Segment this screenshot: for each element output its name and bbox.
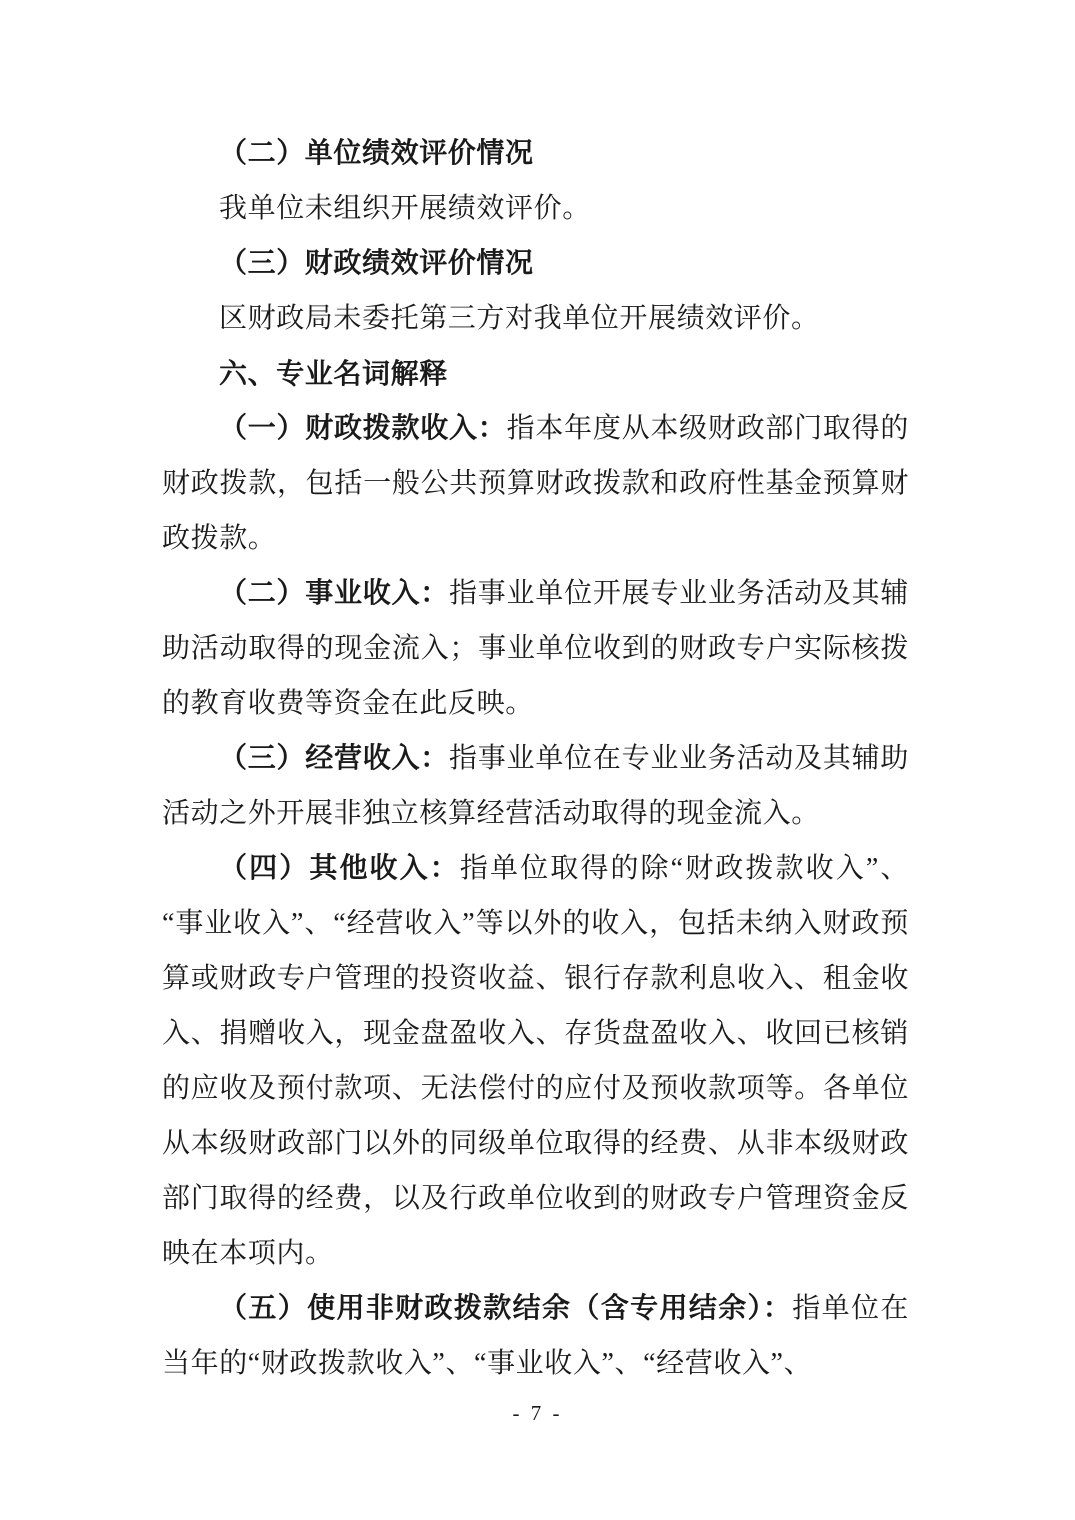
definition-paragraph-operating-income: [162, 566, 909, 731]
document-body: [162, 126, 909, 1391]
definition-term-text: 指单位取得的除“财政拨款收入”、“事业收入”、“经营收入”等以外的收入，包括未纳入财政预算或财政专户管理的投资收益、银行存款利息收入、租金收入、捐赠收入，现金盘盈收入、存货盘盈收入、收回已核销的应收及预付款项、无法偿付的应付及预收款项等。各单位从本级财政部门以外的同级单位取得的经费、从非本级财政部门取得的经费，以及行政单位收到的财政专户管理资金反映在本项内。: [162, 853, 909, 1269]
section-heading-terminology: 六、专业名词解释: [219, 358, 448, 389]
definition-term-label: （一）财政拨款收入：: [219, 413, 507, 444]
definition-term-text: 指单位在当年的“财政拨款收入”、“事业收入”、“经营收入”、: [162, 1293, 909, 1379]
definition-term-text: 指事业单位开展专业业务活动及其辅助活动取得的现金流入；事业单位收到的财政专户实际核拨的教育收费等资金在此反映。: [162, 578, 909, 719]
definition-paragraph-business-income: [162, 731, 909, 841]
definition-term-text: 指本年度从本级财政部门取得的财政拨款，包括一般公共预算财政拨款和政府性基金预算财政拨款。: [162, 413, 909, 554]
definition-term-label: （五）使用非财政拨款结余（含专用结余）：: [219, 1293, 793, 1324]
definition-paragraph-fiscal-appropriation-income: [162, 401, 909, 566]
definition-paragraph-non-fiscal-balance: [162, 1281, 909, 1391]
page-number: - 7 -: [512, 1401, 563, 1425]
definition-term-label: （二）事业收入：: [219, 578, 450, 609]
subsection-heading-finance-performance-evaluation: （三）财政绩效评价情况: [219, 248, 534, 279]
paragraph-finance-performance-statement: 区财政局未委托第三方对我单位开展绩效评价。: [219, 303, 820, 334]
definition-term-text: 指事业单位在专业业务活动及其辅助活动之外开展非独立核算经营活动取得的现金流入。: [162, 743, 909, 829]
subsection-heading-unit-performance-evaluation: （二）单位绩效评价情况: [219, 138, 534, 169]
definition-term-label: （三）经营收入：: [219, 743, 450, 774]
paragraph-unit-performance-statement: 我单位未组织开展绩效评价。: [219, 193, 591, 224]
definition-paragraph-other-income: [162, 841, 909, 1281]
definition-term-label: （四）其他收入：: [219, 853, 460, 884]
